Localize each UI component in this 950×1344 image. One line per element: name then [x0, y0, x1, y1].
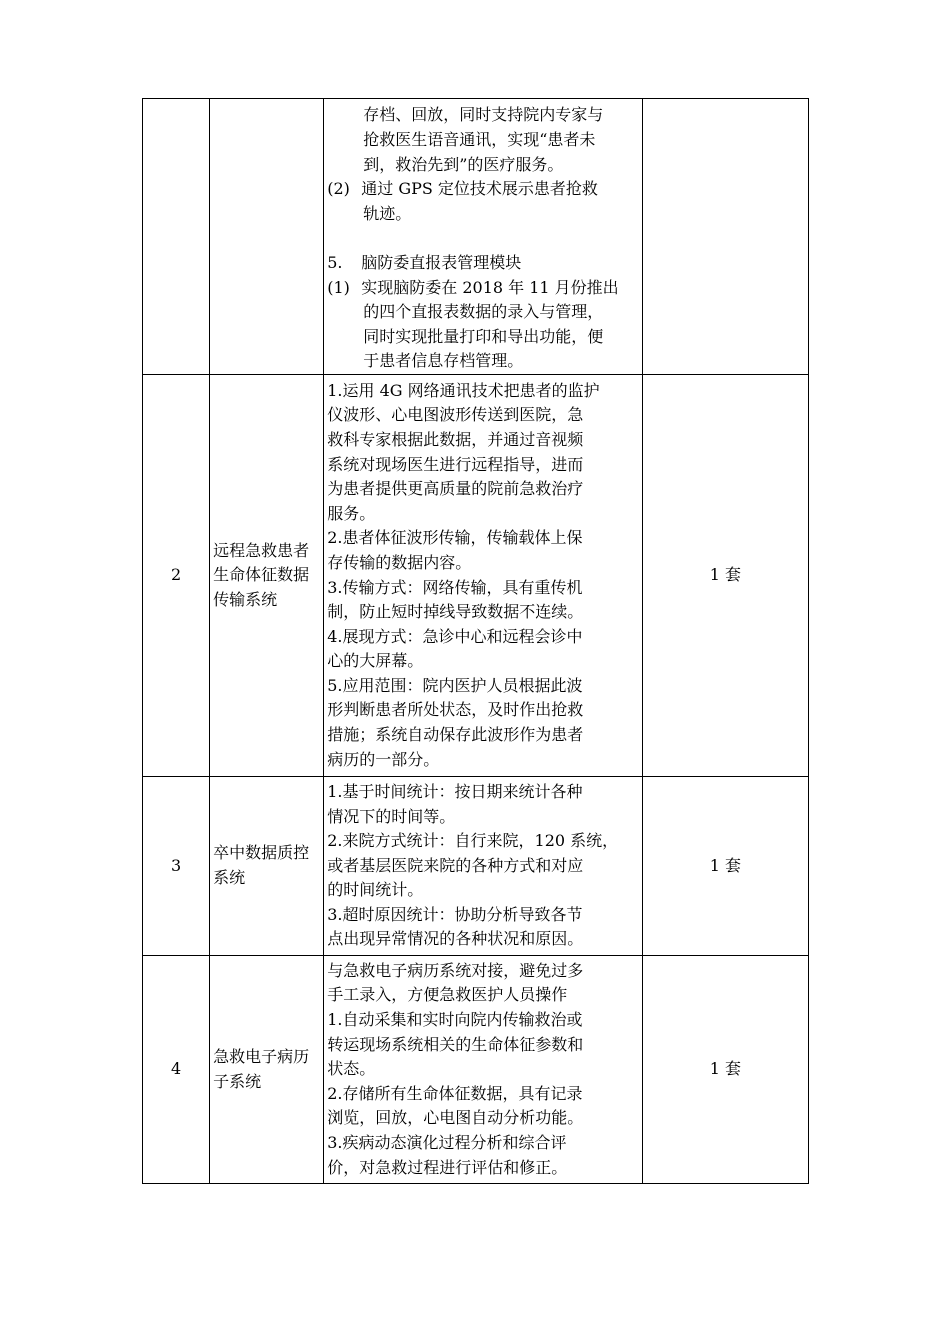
description-cell — [324, 375, 642, 777]
description-line: 3.超时原因统计：协助分析导致各节 — [327, 904, 583, 924]
description-line: 的时间统计。 — [327, 880, 424, 900]
description-line — [327, 226, 638, 251]
description-line: 为患者提供更高质量的院前急救治疗 — [327, 479, 584, 499]
table-row — [143, 777, 809, 956]
description-line: 1.基于时间统计：按日期来统计各种 — [327, 781, 583, 801]
quantity: 1 套 — [642, 777, 808, 956]
description-line: 情况下的时间等。 — [327, 806, 456, 826]
item-text: 的四个直报表数据的录入与管理， — [363, 302, 604, 322]
description-line: 点出现异常情况的各种状况和原因。 — [327, 929, 584, 949]
table-row — [143, 956, 809, 1184]
description-line — [327, 202, 638, 227]
description-line — [327, 103, 638, 128]
description-line: 系统对现场医生进行远程指导，进而 — [327, 454, 584, 474]
item-number: 5. — [327, 253, 343, 273]
row-number: 3 — [143, 777, 210, 956]
quantity: 1 套 — [642, 375, 808, 777]
description-line: 5.应用范围：院内医护人员根据此波 — [327, 675, 583, 695]
item-text: 存档、回放，同时支持院内专家与 — [363, 105, 604, 125]
description-line — [327, 300, 638, 325]
description-line: 或者基层医院来院的各种方式和对应 — [327, 855, 584, 875]
item-text: 于患者信息存档管理。 — [363, 351, 524, 371]
description-line — [327, 153, 638, 178]
description-line: 2.来院方式统计：自行来院，120 系统， — [327, 831, 619, 851]
description-line: 存传输的数据内容。 — [327, 552, 472, 572]
system-name: 卒中数据质控系统 — [210, 777, 324, 956]
spec-table — [142, 98, 809, 1184]
description-line: 心的大屏幕。 — [327, 651, 424, 671]
item-number: (2) — [327, 179, 350, 199]
description-line: 3.疾病动态演化过程分析和综合评 — [327, 1132, 567, 1152]
description-line — [327, 276, 638, 301]
description-line — [327, 128, 638, 153]
item-text: 脑防委直报表管理模块 — [361, 253, 522, 273]
item-text: 同时实现批量打印和导出功能，便 — [363, 326, 604, 346]
quantity: 1 套 — [642, 956, 808, 1184]
description-line: 与急救电子病历系统对接，避免过多 — [327, 960, 584, 980]
system-name: 急救电子病历子系统 — [210, 956, 324, 1184]
system-name: 远程急救患者生命体征数据传输系统 — [210, 375, 324, 777]
description-line — [327, 251, 638, 276]
description-line: 形判断患者所处状态，及时作出抢救 — [327, 700, 584, 720]
item-text: 实现脑防委在 2018 年 11 月份推出 — [361, 277, 619, 297]
description-line — [327, 325, 638, 350]
item-text: 通过 GPS 定位技术展示患者抢救 — [361, 179, 598, 199]
description-line: 2.患者体征波形传输，传输载体上保 — [327, 528, 583, 548]
description-line: 2.存储所有生命体征数据，具有记录 — [327, 1083, 583, 1103]
description-cell — [324, 956, 642, 1184]
item-text: 轨迹。 — [363, 203, 412, 223]
description-line: 转运现场系统相关的生命体征参数和 — [327, 1034, 584, 1054]
row-number — [143, 99, 210, 375]
description-line: 制，防止短时掉线导致数据不连续。 — [327, 602, 584, 622]
row-number: 4 — [143, 956, 210, 1184]
description-line — [327, 177, 638, 202]
description-line: 1.运用 4G 网络通讯技术把患者的监护 — [327, 380, 600, 400]
description-line: 浏览，回放，心电图自动分析功能。 — [327, 1108, 584, 1128]
row-number: 2 — [143, 375, 210, 777]
description-line: 病历的一部分。 — [327, 749, 440, 769]
description-cell — [324, 777, 642, 956]
quantity — [642, 99, 808, 375]
description-line: 服务。 — [327, 503, 376, 523]
table-row — [143, 99, 809, 375]
item-number: (1) — [327, 277, 350, 297]
description-line: 措施；系统自动保存此波形作为患者 — [327, 725, 584, 745]
description-line: 4.展现方式：急诊中心和远程会诊中 — [327, 626, 583, 646]
description-line — [327, 349, 638, 374]
description-cell — [324, 99, 642, 375]
description-line: 仪波形、心电图波形传送到医院，急 — [327, 405, 584, 425]
item-text: 抢救医生语音通讯，实现“患者未 — [363, 130, 596, 150]
system-name — [210, 99, 324, 375]
item-text: 到，救治先到”的医疗服务。 — [363, 154, 564, 174]
description-line: 价，对急救过程进行评估和修正。 — [327, 1157, 568, 1177]
description-line: 手工录入，方便急救医护人员操作 — [327, 985, 568, 1005]
description-line: 状态。 — [327, 1059, 376, 1079]
description-line: 救科专家根据此数据，并通过音视频 — [327, 429, 584, 449]
description-line: 3.传输方式：网络传输，具有重传机 — [327, 577, 583, 597]
description-line: 1.自动采集和实时向院内传输救治或 — [327, 1010, 583, 1030]
table-row — [143, 375, 809, 777]
